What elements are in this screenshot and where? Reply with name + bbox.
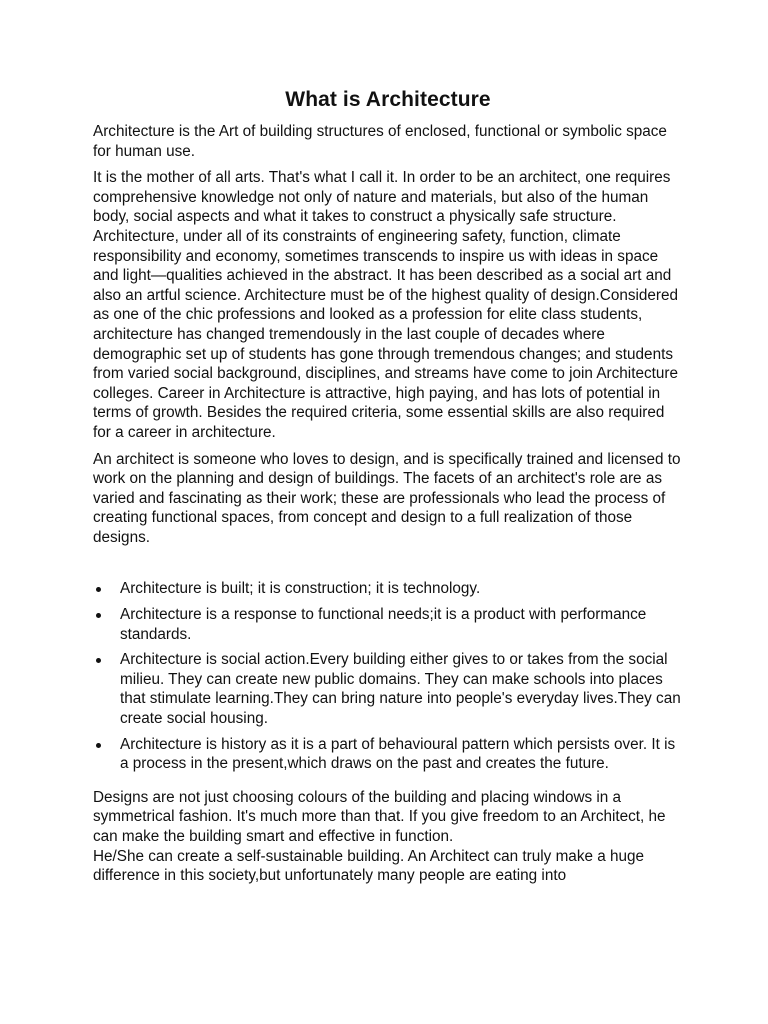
list-item (93, 650, 683, 728)
bullet-dot-icon (96, 613, 101, 618)
bullet-dot-icon (96, 587, 101, 592)
list-item-text: Architecture is social action.Every building either gives to or takes from the social milieu. They can create new public domains. They can make schools into places that stimulate learning.They can bring nature into people's everyday lives.They can create social housing. (120, 651, 681, 728)
document-title: What is Architecture (285, 88, 491, 111)
paragraph-mother-of-arts: It is the mother of all arts. That's what I call it. In order to be an architect, one requires comprehensive knowledge not only of nature and materials, but also of the human body, social aspects and what it takes to construct a physically safe structure. Architecture, under all of its constraints of engineering safety, function, climate responsibility and economy, sometimes transcends to inspire us with ideas in space and light—qualities achieved in the abstract. It has been described as a social art and also an artful science. Architecture must be of the highest quality of design.Considered as one of the chic professions and looked as a profession for elite class students, architecture has changed tremendously in the last couple of decades where demographic set up of students has gone through tremendous changes; and students from varied social background, disciplines, and streams have come to join Architecture colleges. Career in Architecture is attractive, high paying, and has lots of potential in terms of growth. Besides the required criteria, some essential skills are also required for a career in architecture. (93, 169, 679, 441)
list-item-text: Architecture is a response to functional needs;it is a product with performance standards. (120, 606, 647, 643)
paragraph-architect-role: An architect is someone who loves to design, and is specifically trained and licensed to work on the planning and design of buildings. The facets of an architect's role are as varied and fascinating as their work; these are professionals who lead the process of creating functional spaces, from concept and design to a full realization of those designs. (93, 450, 681, 546)
list-item-text: Architecture is history as it is a part of behavioural pattern which persists over. It is a process in the present,which draws on the past and creates the future. (120, 735, 676, 773)
list-item (93, 579, 683, 599)
list-item-text: Architecture is built; it is construction; it is technology. (120, 580, 481, 598)
paragraph-designs (93, 788, 683, 886)
paragraph-designs-line-1: Designs are not just choosing colours of the building and placing windows in a symmetrical fashion. It's much more than that. If you give freedom to an Architect, he can make the building smart and effective in function. (93, 788, 666, 845)
list-item (93, 605, 683, 644)
bullet-dot-icon (96, 743, 101, 748)
paragraph-definition: Architecture is the Art of building structures of enclosed, functional or symbolic space for human use. (93, 123, 667, 160)
list-item (93, 735, 683, 774)
paragraph-designs-line-2: He/She can create a self-sustainable building. An Architect can truly make a huge difference in this society,but unfortunately many people are eating into (93, 847, 645, 885)
document-page (93, 86, 683, 886)
bullet-list (93, 579, 683, 773)
bullet-dot-icon (96, 658, 101, 663)
